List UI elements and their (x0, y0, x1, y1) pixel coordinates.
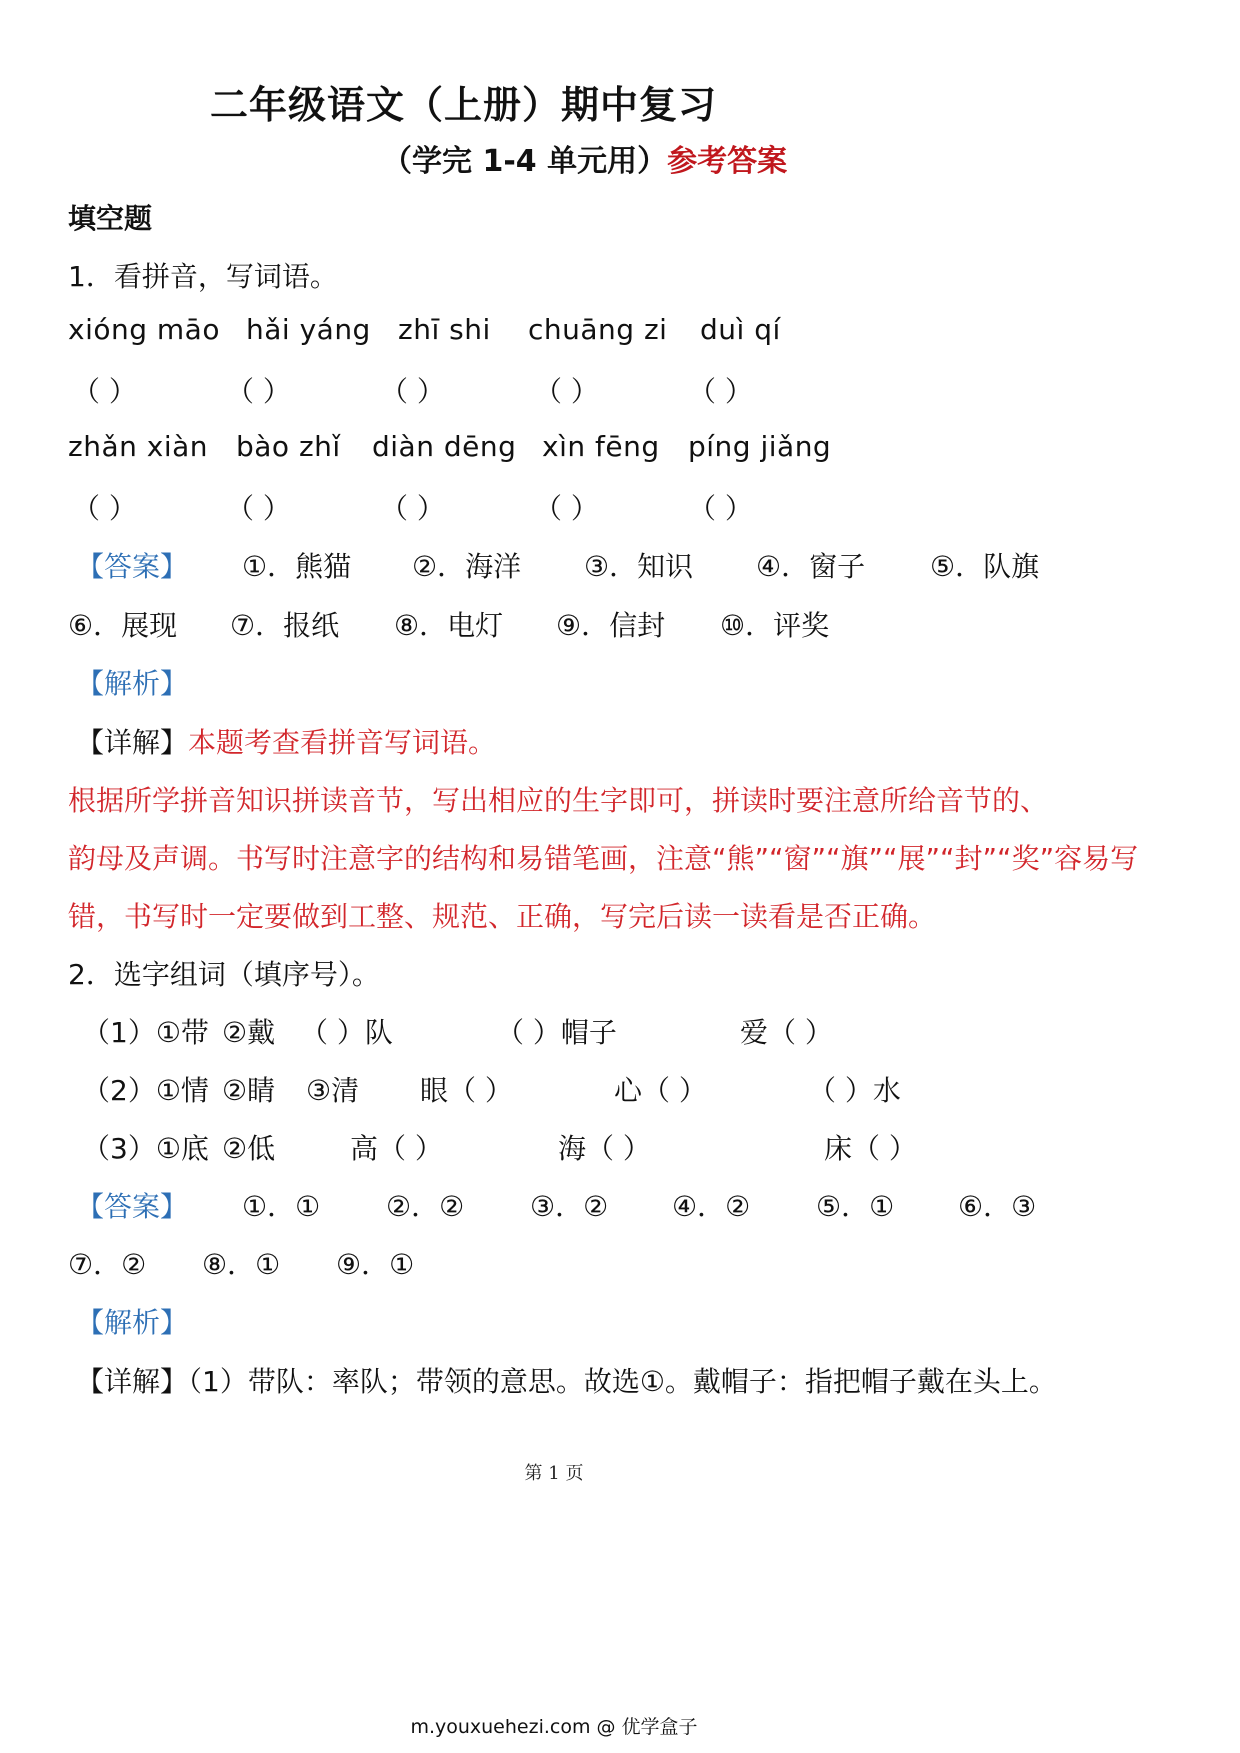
fill-blank: 高（ ） (350, 1132, 443, 1165)
choice-item: （2）①情 (82, 1074, 209, 1107)
answer-item: ②．海洋 (412, 550, 522, 583)
q2-answers-line-2 (0, 1243, 1240, 1279)
fill-blank: 床（ ） (824, 1132, 917, 1165)
page-title: 二年级语文（上册）期中复习 (210, 83, 718, 127)
answer-blank: （ ） (534, 375, 599, 408)
subtitle-prefix: （学完 1-4 单元用） (382, 144, 668, 179)
fill-blank: （ ）水 (808, 1074, 901, 1107)
answer-blank: （ ） (380, 492, 445, 525)
choice-item: ②睛 (222, 1074, 276, 1107)
q1-blanks-row-2 (0, 487, 1240, 523)
answer-blank: （ ） (226, 375, 291, 408)
pinyin-item: hǎi yáng (246, 313, 371, 346)
choice-item: （3）①底 (82, 1132, 209, 1165)
answer-item: ⑧．电灯 (394, 609, 504, 642)
subtitle-highlight: 参考答案 (667, 144, 788, 179)
answer-item: ⑤．队旗 (930, 550, 1040, 583)
answer-item: ⑨．信封 (556, 609, 666, 642)
answer-item: ⑥．③ (958, 1190, 1037, 1223)
detail-text: （1）带队：率队；带领的意思。故选①。戴帽子：指把帽子戴在头上。 (188, 1365, 1057, 1398)
fill-blank: 爱（ ） (740, 1016, 833, 1049)
section-heading: 填空题 (68, 202, 153, 235)
fill-blank: 眼（ ） (420, 1074, 513, 1107)
choice-item: ③清 (306, 1074, 360, 1107)
q1-blanks-row-1 (0, 370, 1240, 406)
answer-item: ②．② (386, 1190, 465, 1223)
fill-blank: 海（ ） (558, 1132, 651, 1165)
analysis-label: 【解析】 (76, 667, 189, 700)
answer-blank: （ ） (72, 492, 137, 525)
fill-blank: （ ）队 (300, 1016, 393, 1049)
q1-detail-line-4: 错，书写时一定要做到工整、规范、正确，写完后读一读看是否正确。 (68, 900, 937, 933)
answer-item: ④．② (672, 1190, 751, 1223)
detail-label: 【详解】 (76, 1365, 189, 1398)
answer-item: ⑦．② (68, 1248, 147, 1281)
answer-label: 【答案】 (76, 1190, 189, 1223)
answer-item: ⑧．① (202, 1248, 281, 1281)
q1-answers-line-1 (0, 545, 1240, 581)
answer-item: ④．窗子 (756, 550, 866, 583)
answer-item: ⑩．评奖 (720, 609, 830, 642)
pinyin-item: zhī shi (398, 313, 491, 346)
answer-item: ⑨．① (336, 1248, 415, 1281)
pinyin-item: duì qí (700, 313, 781, 346)
q2-prompt: 2．选字组词（填序号）。 (68, 958, 380, 991)
pinyin-item: xìn fēng (542, 430, 660, 463)
choice-item: ②戴 (222, 1016, 276, 1049)
detail-label: 【详解】 (76, 726, 189, 759)
choice-item: （1）①带 (82, 1016, 209, 1049)
q1-detail-line-2: 根据所学拼音知识拼读音节，写出相应的生字即可，拼读时要注意所给音节的、 (68, 784, 1049, 817)
q1-prompt: 1．看拼音，写词语。 (68, 260, 338, 293)
pinyin-item: chuāng zi (528, 313, 668, 346)
pinyin-item: zhǎn xiàn (68, 430, 209, 463)
page-number: 第 1 页 (524, 1463, 584, 1484)
q2-row-3 (0, 1127, 1240, 1163)
fill-blank: 心（ ） (614, 1074, 707, 1107)
pinyin-item: xióng māo (68, 313, 220, 346)
answer-blank: （ ） (688, 375, 753, 408)
answer-blank: （ ） (380, 375, 445, 408)
pinyin-item: bào zhǐ (236, 430, 341, 463)
answer-item: ③．知识 (584, 550, 694, 583)
q1-pinyin-row-1 (0, 313, 1240, 349)
q1-detail-line-3: 韵母及声调。书写时注意字的结构和易错笔画，注意“熊”“窗”“旗”“展”“封”“奖”容易写 (68, 842, 1139, 875)
q1-detail-line-1 (76, 721, 496, 761)
answer-blank: （ ） (688, 492, 753, 525)
answer-item: ⑤．① (816, 1190, 895, 1223)
footer-link[interactable]: m.youxuehezi.com @ 优学盒子 (410, 1716, 698, 1738)
q1-pinyin-row-2 (0, 430, 1240, 466)
q1-answers-line-2 (0, 604, 1240, 640)
q2-row-1 (0, 1011, 1240, 1047)
choice-item: ②低 (222, 1132, 276, 1165)
q2-answers-line-1 (0, 1185, 1240, 1221)
detail-text: 本题考查看拼音写词语。 (188, 726, 497, 759)
answer-label: 【答案】 (76, 550, 189, 583)
answer-item: ①．熊猫 (242, 550, 352, 583)
answer-blank: （ ） (534, 492, 599, 525)
pinyin-item: diàn dēng (372, 430, 517, 463)
answer-item: ⑥．展现 (68, 609, 178, 642)
fill-blank: （ ）帽子 (496, 1016, 617, 1049)
q2-row-2 (0, 1069, 1240, 1105)
answer-blank: （ ） (72, 375, 137, 408)
q2-detail-line (76, 1360, 1057, 1400)
analysis-label: 【解析】 (76, 1306, 189, 1339)
answer-blank: （ ） (226, 492, 291, 525)
pinyin-item: píng jiǎng (688, 430, 832, 463)
subtitle (382, 136, 787, 180)
answer-item: ①．① (242, 1190, 321, 1223)
answer-item: ③．② (530, 1190, 609, 1223)
answer-item: ⑦．报纸 (230, 609, 340, 642)
